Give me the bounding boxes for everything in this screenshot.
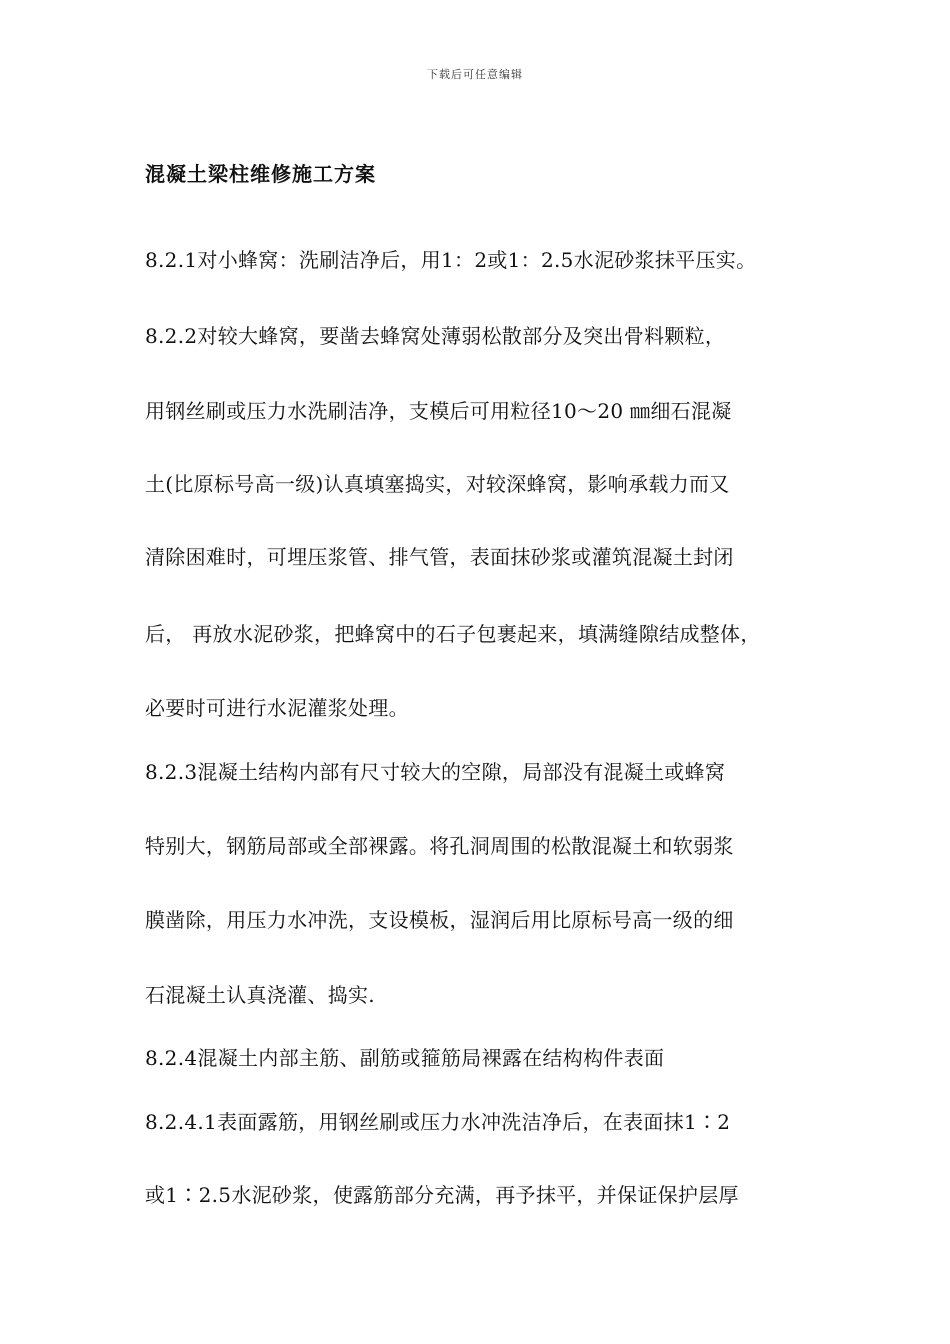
paragraph-line: 8.2.1对小蜂窝：洗刷洁净后，用1：2或1：2.5水泥砂浆抹平压实。	[145, 248, 757, 272]
page-header: 下载后可任意编辑	[427, 68, 523, 81]
paragraph-line: 后， 再放水泥砂浆，把蜂窝中的石子包裹起来，填满缝隙结成整体，	[145, 622, 761, 646]
paragraph-line: 8.2.2对较大蜂窝，要凿去蜂窝处薄弱松散部分及突出骨料颗粒，	[145, 324, 726, 348]
paragraph-line: 用钢丝刷或压力水洗刷洁净，支模后可用粒径10～20 ㎜细石混凝	[145, 399, 732, 423]
paragraph-line: 8.2.4.1表面露筋，用钢丝刷或压力水冲洗洁净后，在表面抹1∶2	[145, 1110, 731, 1134]
paragraph-line: 8.2.3混凝土结构内部有尺寸较大的空隙，局部没有混凝土或蜂窝	[145, 760, 726, 784]
paragraph-line: 清除困难时，可埋压浆管、排气管，表面抹砂浆或灌筑混凝土封闭	[145, 545, 734, 569]
paragraph-line: 必要时可进行水泥灌浆处理。	[145, 696, 409, 720]
paragraph-line: 特别大，钢筋局部或全部裸露。将孔洞周围的松散混凝土和软弱浆	[145, 834, 734, 858]
document-title: 混凝土梁柱维修施工方案	[145, 162, 376, 186]
paragraph-line: 石混凝土认真浇灌、捣实.	[145, 983, 375, 1007]
paragraph-line: 或1∶2.5水泥砂浆，使露筋部分充满，再予抹平，并保证保护层厚	[145, 1183, 739, 1207]
paragraph-line: 8.2.4混凝土内部主筋、副筋或箍筋局裸露在结构构件表面	[145, 1046, 665, 1070]
paragraph-line: 膜凿除，用压力水冲洗，支设模板，湿润后用比原标号高一级的细	[145, 908, 734, 932]
paragraph-line: 土(比原标号高一级)认真填塞捣实，对较深蜂窝，影响承载力而又	[145, 472, 730, 496]
